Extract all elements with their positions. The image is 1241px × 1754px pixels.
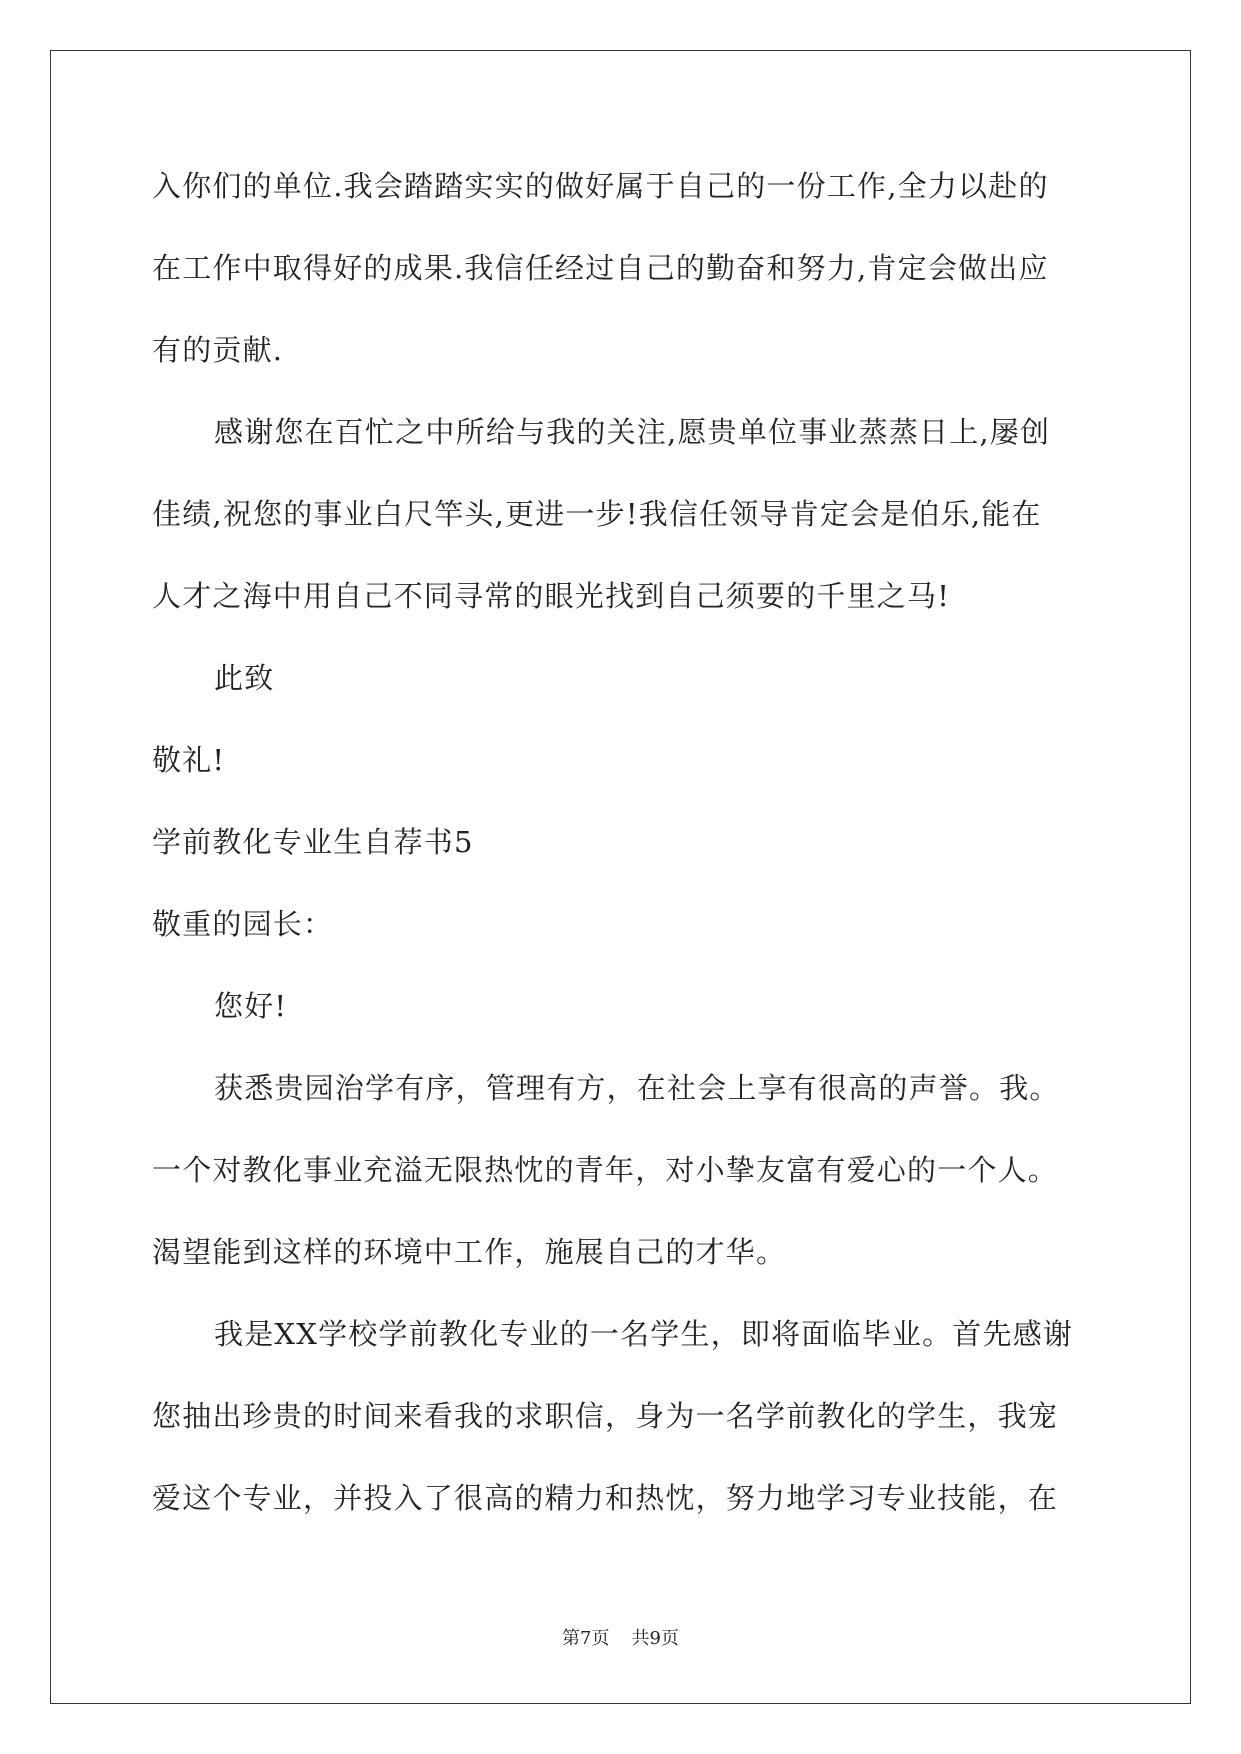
document-body [152, 145, 1088, 1539]
text-line: 入你们的单位.我会踏踏实实的做好属于自己的一份工作,全力以赴的 [152, 169, 1049, 203]
text-line: 一个对教化事业充溢无限热忱的青年，对小挚友富有爱心的一个人。 [152, 1153, 1059, 1187]
paragraph-start: 获悉贵园治学有序，管理有方，在社会上享有很高的声誉。我。 [214, 1071, 1060, 1105]
paragraph-start: 我是XX学校学前教化专业的一名学生，即将面临毕业。首先感谢 [214, 1317, 1074, 1351]
page-number: 第7页 [562, 1628, 610, 1649]
greeting: 您好! [214, 989, 288, 1023]
paragraph-start: 感谢您在百忙之中所给与我的关注,愿贵单位事业蒸蒸日上,屡创 [214, 415, 1051, 449]
page-footer [0, 1624, 1241, 1650]
text-line: 在工作中取得好的成果.我信任经过自己的勤奋和努力,肯定会做出应 [152, 251, 1049, 285]
section-title: 学前教化专业生自荐书5 [152, 825, 474, 859]
greeting-recipient: 敬重的园长： [152, 907, 334, 941]
closing-regards: 敬礼! [152, 743, 226, 777]
text-line: 您抽出珍贵的时间来看我的求职信，身为一名学前教化的学生，我宠 [152, 1399, 1059, 1433]
text-line: 佳绩,祝您的事业白尺竿头,更进一步!我信任领导肯定会是伯乐,能在 [152, 497, 1042, 531]
closing-salutation: 此致 [214, 661, 275, 695]
text-line: 人才之海中用自己不同寻常的眼光找到自己须要的千里之马! [152, 579, 951, 613]
text-line: 渴望能到这样的环境中工作，施展自己的才华。 [152, 1235, 787, 1269]
text-line: 有的贡献. [152, 333, 284, 367]
text-line: 爱这个专业，并投入了很高的精力和热忱，努力地学习专业技能，在 [152, 1481, 1059, 1515]
page-total: 共9页 [631, 1628, 679, 1649]
